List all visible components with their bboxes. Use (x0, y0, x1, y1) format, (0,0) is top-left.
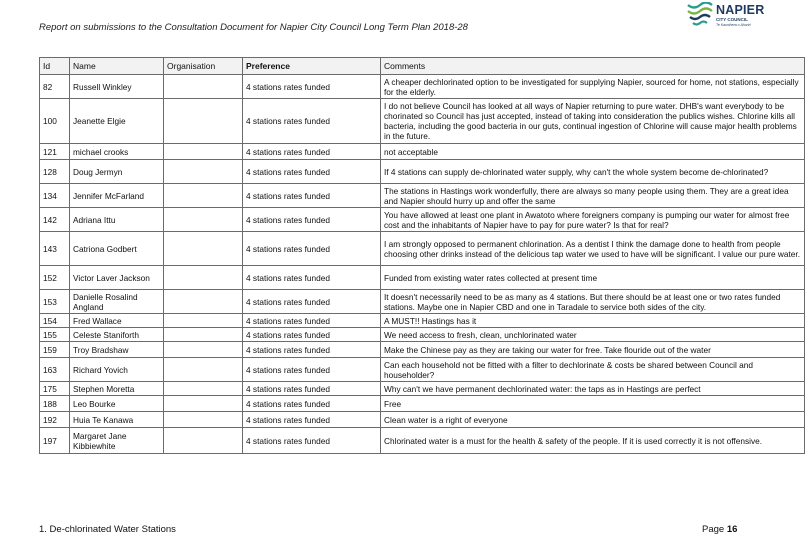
wave-logo-icon (684, 2, 714, 30)
cell-name: Celeste Staniforth (70, 328, 164, 342)
table-row (40, 342, 805, 358)
cell-organisation (164, 99, 243, 144)
cell-organisation (164, 290, 243, 314)
col-header-organisation: Organisation (164, 58, 243, 75)
table-row (40, 75, 805, 99)
page-number: 16 (726, 524, 738, 535)
cell-id: 142 (40, 208, 70, 232)
cell-organisation (164, 328, 243, 342)
cell-preference: 4 stations rates funded (243, 396, 381, 412)
page-label: Page (702, 524, 725, 535)
cell-id: 128 (40, 160, 70, 184)
cell-name: michael crooks (70, 144, 164, 160)
cell-organisation (164, 184, 243, 208)
cell-comment: Chlorinated water is a must for the health & safety of the people. If it is used correctly it is not offensive. (381, 428, 805, 454)
table-row (40, 328, 805, 342)
cell-comment: I do not believe Council has looked at all ways of Napier returning to pure water. DHB's want everybody to be chorinated so Council has just accepted, instead of taking into consideration the publics wishes. Chlorine kills all bacteria, including the good bacteria in our guts, continual ingestion of Chlorine will cause major health problems in the future. (381, 99, 805, 144)
cell-id: 143 (40, 232, 70, 266)
cell-comment: We need access to fresh, clean, unchlorinated water (381, 328, 805, 342)
cell-name: Victor Laver Jackson (70, 266, 164, 290)
logo-subtitle: CITY COUNCIL (716, 17, 748, 22)
cell-preference: 4 stations rates funded (243, 266, 381, 290)
cell-preference: 4 stations rates funded (243, 99, 381, 144)
cell-organisation (164, 412, 243, 428)
report-title: Report on submissions to the Consultation Document for Napier City Council Long Term Plan 2018-28 (39, 22, 468, 33)
cell-organisation (164, 314, 243, 328)
table-row (40, 314, 805, 328)
table-row (40, 358, 805, 382)
cell-id: 153 (40, 290, 70, 314)
table-row (40, 290, 805, 314)
cell-name: Stephen Moretta (70, 382, 164, 396)
cell-name: Jeanette Elgie (70, 99, 164, 144)
cell-preference: 4 stations rates funded (243, 358, 381, 382)
table-row (40, 144, 805, 160)
cell-organisation (164, 382, 243, 396)
cell-id: 188 (40, 396, 70, 412)
footer-section-title: 1. De-chlorinated Water Stations (39, 524, 176, 535)
cell-id: 163 (40, 358, 70, 382)
cell-organisation (164, 208, 243, 232)
cell-name: Margaret Jane Kibbiewhite (70, 428, 164, 454)
cell-name: Russell Winkley (70, 75, 164, 99)
logo-name: NAPIER (716, 3, 765, 17)
cell-comment: A MUST!! Hastings has it (381, 314, 805, 328)
table-row (40, 184, 805, 208)
cell-id: 159 (40, 342, 70, 358)
submissions-table (39, 57, 805, 454)
table-row (40, 232, 805, 266)
cell-comment: Funded from existing water rates collected at present time (381, 266, 805, 290)
cell-comment: The stations in Hastings work wonderfully, there are always so many people using them. They are a great idea and Napier should hurry up and offer the same (381, 184, 805, 208)
cell-comment: A cheaper dechlorinated option to be investigated for supplying Napier, sourced for home, not stations, especially for the elderly. (381, 75, 805, 99)
cell-id: 175 (40, 382, 70, 396)
table-header-row (40, 58, 805, 75)
cell-organisation (164, 160, 243, 184)
cell-name: Fred Wallace (70, 314, 164, 328)
table-row (40, 396, 805, 412)
cell-organisation (164, 75, 243, 99)
cell-name: Troy Bradshaw (70, 342, 164, 358)
cell-organisation (164, 358, 243, 382)
cell-id: 82 (40, 75, 70, 99)
cell-organisation (164, 342, 243, 358)
cell-preference: 4 stations rates funded (243, 328, 381, 342)
cell-preference: 4 stations rates funded (243, 412, 381, 428)
col-header-id: Id (40, 58, 70, 75)
cell-comment: Can each household not be fitted with a filter to dechlorinate & costs be shared between Council and householder? (381, 358, 805, 382)
cell-name: Jennifer McFarland (70, 184, 164, 208)
cell-organisation (164, 396, 243, 412)
cell-id: 192 (40, 412, 70, 428)
table-row (40, 382, 805, 396)
cell-preference: 4 stations rates funded (243, 160, 381, 184)
cell-preference: 4 stations rates funded (243, 232, 381, 266)
cell-comment: It doesn't necessarily need to be as many as 4 stations. But there should be at least one or two rates funded stations. Maybe one in Napier CBD and one in Taradale to service both sides of the city. (381, 290, 805, 314)
col-header-preference: Preference (243, 58, 381, 75)
cell-comment: Free (381, 396, 805, 412)
table-row (40, 266, 805, 290)
cell-id: 154 (40, 314, 70, 328)
cell-preference: 4 stations rates funded (243, 290, 381, 314)
cell-id: 152 (40, 266, 70, 290)
cell-name: Doug Jermyn (70, 160, 164, 184)
col-header-comments: Comments (381, 58, 805, 75)
napier-city-council-logo (684, 2, 774, 30)
cell-id: 134 (40, 184, 70, 208)
cell-comment: If 4 stations can supply de-chlorinated water supply, why can't the whole system become de-chlorinated? (381, 160, 805, 184)
cell-comment: Clean water is a right of everyone (381, 412, 805, 428)
cell-preference: 4 stations rates funded (243, 342, 381, 358)
table-row (40, 428, 805, 454)
cell-organisation (164, 144, 243, 160)
cell-preference: 4 stations rates funded (243, 382, 381, 396)
cell-preference: 4 stations rates funded (243, 314, 381, 328)
cell-organisation (164, 428, 243, 454)
footer-page-number (702, 524, 737, 535)
cell-preference: 4 stations rates funded (243, 75, 381, 99)
table-row (40, 160, 805, 184)
cell-preference: 4 stations rates funded (243, 184, 381, 208)
cell-preference: 4 stations rates funded (243, 428, 381, 454)
cell-comment: You have allowed at least one plant in Awatoto where foreigners company is pumping our water for almost free cost and the inhabitants of Napier have to pay for pure water? Is that for real? (381, 208, 805, 232)
cell-name: Catriona Godbert (70, 232, 164, 266)
cell-name: Danielle Rosalind Angland (70, 290, 164, 314)
logo-maori-name: Te Kaunihera o Ahuriri (716, 23, 751, 27)
cell-comment: not acceptable (381, 144, 805, 160)
cell-id: 100 (40, 99, 70, 144)
cell-name: Huia Te Kanawa (70, 412, 164, 428)
cell-comment: I am strongly opposed to permanent chlorination. As a dentist I think the damage done to health from people choosing other drinks instead of the delicious tap water we used to have will be significant. I value our pure water. (381, 232, 805, 266)
col-header-name: Name (70, 58, 164, 75)
cell-comment: Make the Chinese pay as they are taking our water for free. Take flouride out of the water (381, 342, 805, 358)
cell-comment: Why can't we have permanent dechlorinated water: the taps as in Hastings are perfect (381, 382, 805, 396)
cell-id: 197 (40, 428, 70, 454)
cell-name: Richard Yovich (70, 358, 164, 382)
table-row (40, 99, 805, 144)
table-row (40, 412, 805, 428)
table-row (40, 208, 805, 232)
cell-preference: 4 stations rates funded (243, 144, 381, 160)
cell-preference: 4 stations rates funded (243, 208, 381, 232)
cell-id: 121 (40, 144, 70, 160)
cell-name: Adriana Ittu (70, 208, 164, 232)
cell-organisation (164, 232, 243, 266)
cell-name: Leo Bourke (70, 396, 164, 412)
cell-id: 155 (40, 328, 70, 342)
cell-organisation (164, 266, 243, 290)
